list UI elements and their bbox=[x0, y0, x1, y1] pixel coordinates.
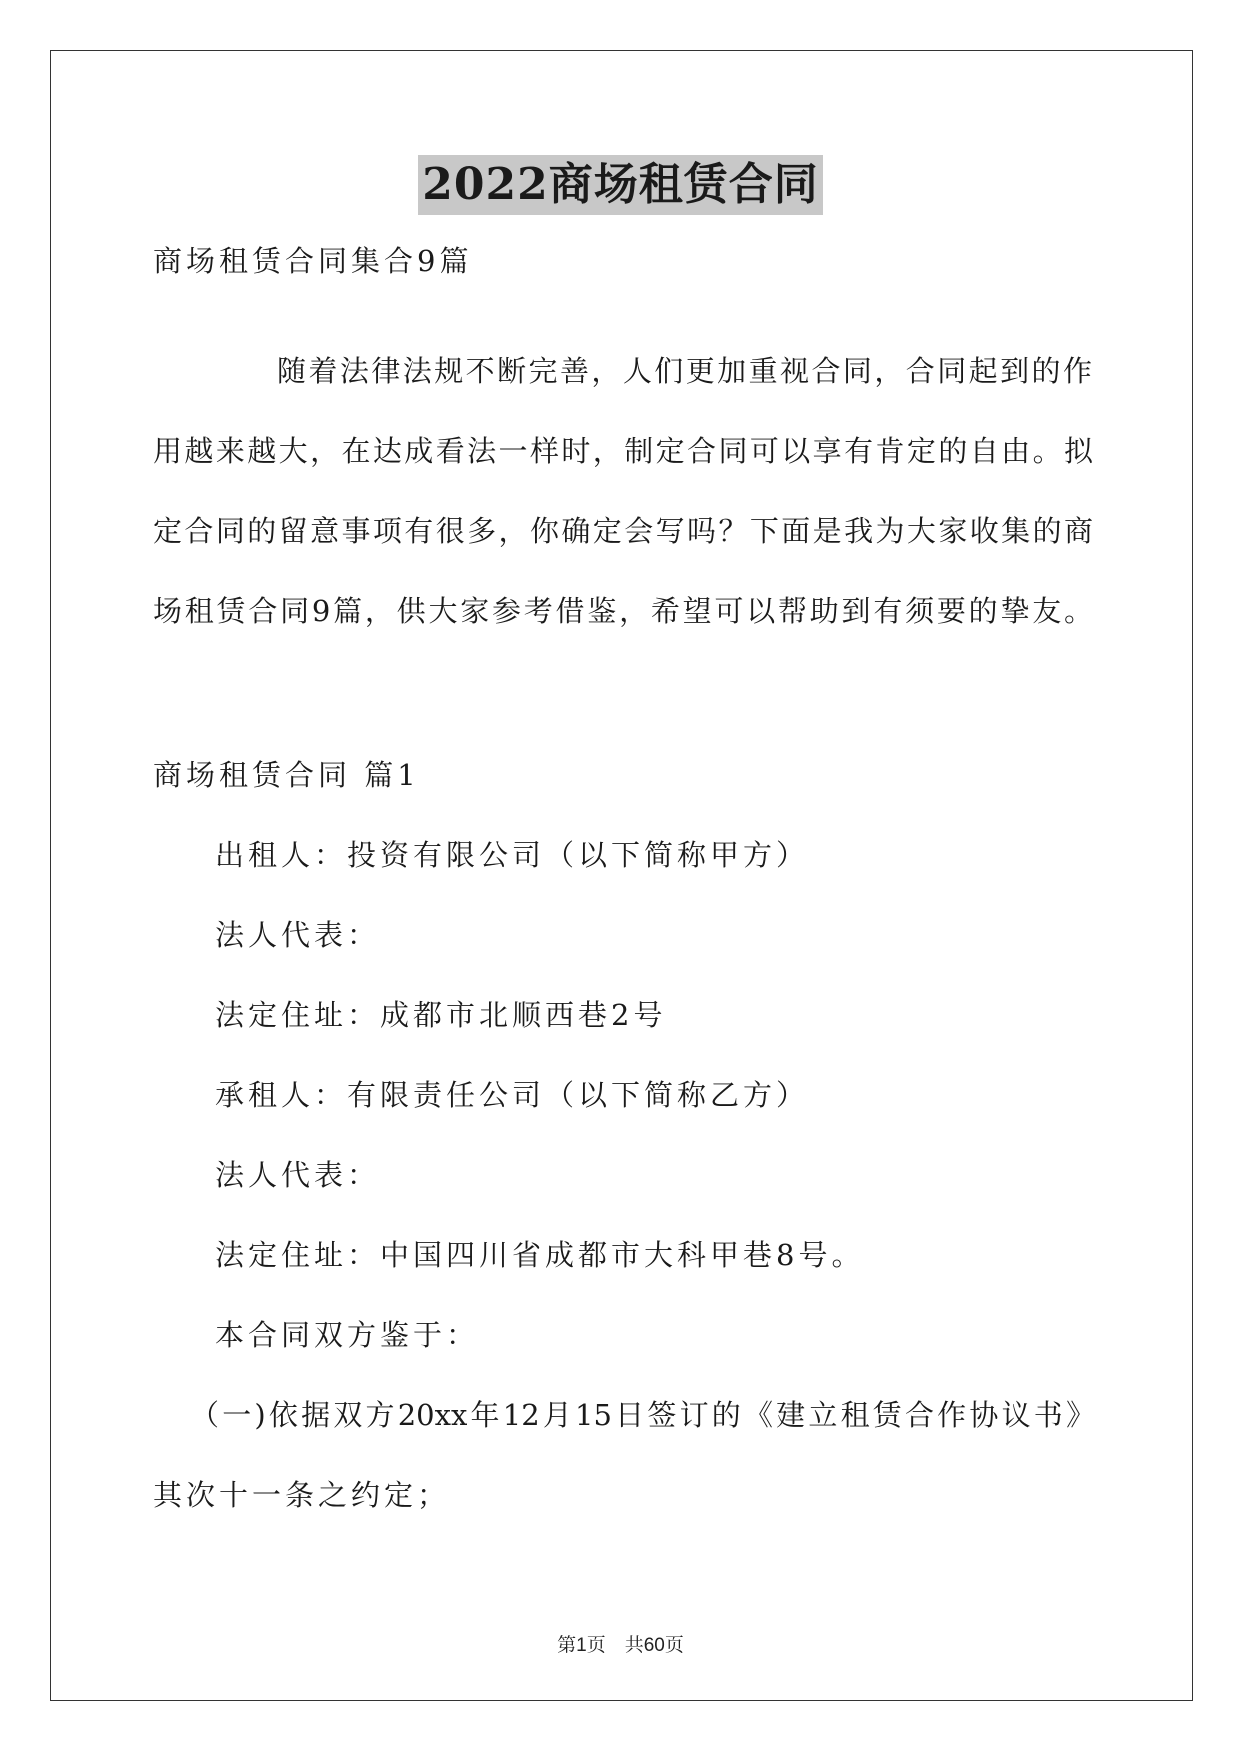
lessor-rep-line: 法人代表： bbox=[215, 918, 381, 952]
intro-line-3: 定合同的留意事项有很多，你确定会写吗？下面是我为大家收集的商 bbox=[153, 514, 1093, 548]
lessee-rep-line: 法人代表： bbox=[215, 1158, 381, 1192]
footer-middle: 页 共 bbox=[586, 1634, 644, 1656]
page-border bbox=[50, 50, 1193, 1701]
footer-prefix: 第 bbox=[557, 1634, 577, 1656]
clause1-line-2: 其次十一条之约定； bbox=[153, 1478, 451, 1512]
footer-suffix: 页 bbox=[664, 1634, 684, 1656]
lessor-line: 出租人：投资有限公司（以下简称甲方） bbox=[215, 838, 810, 872]
intro-line-2: 用越来越大，在达成看法一样时，制定合同可以享有肯定的自由。拟 bbox=[153, 434, 1093, 468]
whereas-line: 本合同双方鉴于： bbox=[215, 1318, 480, 1352]
intro-line-1: 随着法律法规不断完善，人们更加重视合同，合同起到的作 bbox=[277, 354, 1092, 388]
lessee-line: 承租人：有限责任公司（以下简称乙方） bbox=[215, 1078, 810, 1112]
section-heading: 商场租赁合同 篇1 bbox=[153, 758, 420, 792]
document-title: 2022商场租赁合同 bbox=[418, 155, 822, 215]
footer-total-pages: 60 bbox=[643, 1635, 665, 1656]
document-subtitle: 商场租赁合同集合9篇 bbox=[153, 244, 473, 278]
lessor-address-line: 法定住址：成都市北顺西巷2号 bbox=[215, 998, 667, 1032]
title-container bbox=[0, 155, 1241, 215]
intro-line-4: 场租赁合同9篇，供大家参考借鉴，希望可以帮助到有须要的挚友。 bbox=[153, 594, 1093, 628]
clause1-line-1: （一)依据双方20xx年12月15日签订的《建立租赁合作协议书》 bbox=[190, 1398, 1095, 1432]
page-footer bbox=[0, 1632, 1241, 1659]
lessee-address-line: 法定住址：中国四川省成都市大科甲巷8号。 bbox=[215, 1238, 865, 1272]
footer-current-page: 1 bbox=[576, 1635, 587, 1656]
